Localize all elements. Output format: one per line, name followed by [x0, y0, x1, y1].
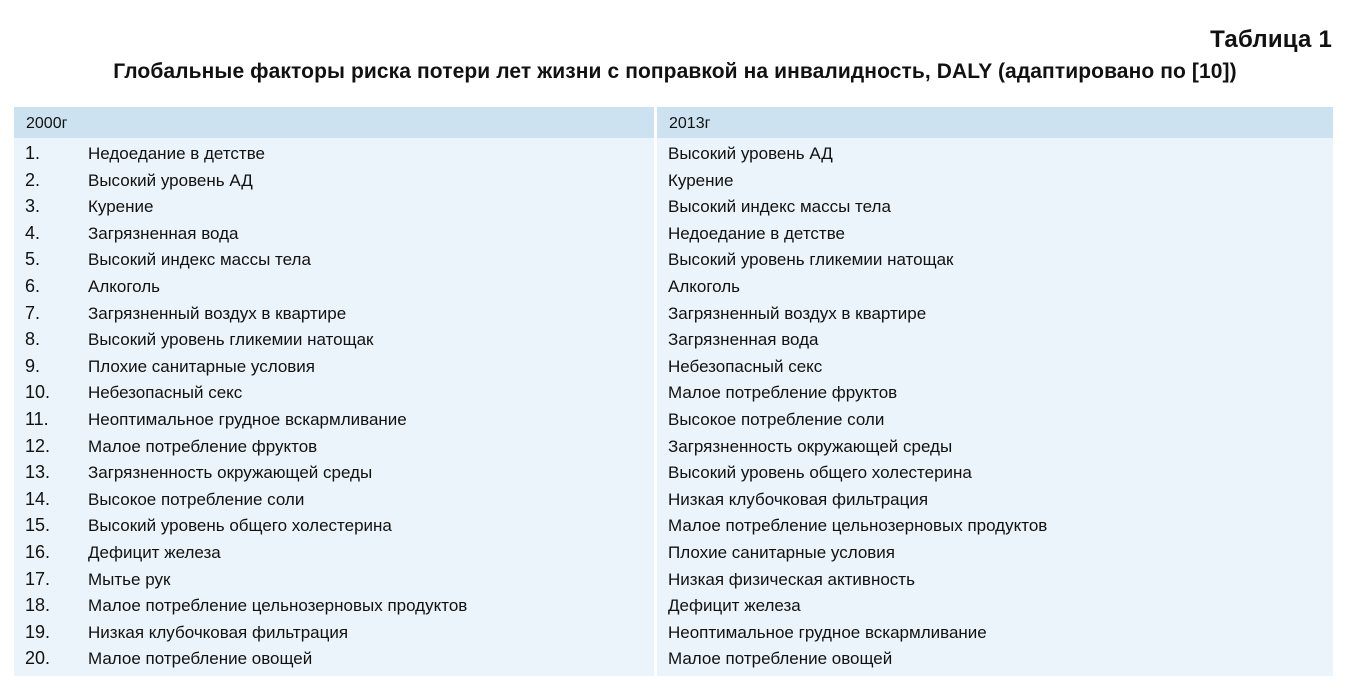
table-row: [14, 595, 1333, 622]
column-header-2000: 2000г: [26, 115, 68, 132]
risk-factor-2013: Загрязненный воздух в квартире: [668, 303, 927, 323]
row-number: 15.: [25, 515, 51, 536]
table-row: [14, 409, 1333, 436]
risk-factor-2000: Высокий индекс массы тела: [88, 250, 311, 270]
table-number-label: Таблица 1: [1210, 26, 1332, 53]
table-row: [14, 223, 1333, 250]
row-number: 17.: [25, 568, 51, 589]
row-number: 18.: [25, 595, 51, 616]
row-number: 20.: [25, 648, 51, 669]
risk-factor-2013: Малое потребление фруктов: [668, 383, 898, 403]
risk-factor-2013: Загрязненная вода: [668, 330, 819, 350]
risk-factor-2000: Неоптимальное грудное вскармливание: [88, 409, 407, 429]
risk-factor-2000: Загрязненный воздух в квартире: [88, 303, 347, 323]
table-title: Глобальные факторы риска потери лет жизни с поправкой на инвалидность, DALY (адаптировано по [10]): [113, 60, 1237, 83]
row-number: 7.: [25, 302, 41, 323]
risk-factor-2000: Высокий уровень общего холестерина: [88, 516, 392, 536]
risk-factor-2013: Загрязненность окружающей среды: [668, 436, 953, 456]
risk-factor-2013: Низкая физическая активность: [668, 569, 915, 589]
risk-factor-2000: Загрязненная вода: [88, 223, 239, 243]
table-row: [14, 462, 1333, 489]
table-row: [14, 515, 1333, 542]
risk-factor-2013: Малое потребление овощей: [668, 649, 893, 669]
row-number: 10.: [25, 382, 51, 403]
row-number: 2.: [25, 169, 41, 190]
column-header-2013: 2013г: [669, 115, 711, 132]
row-number: 6.: [25, 275, 41, 296]
risk-factor-2013: Высокий уровень АД: [668, 144, 833, 163]
risk-factor-2013: Высокий уровень общего холестерина: [668, 463, 972, 483]
table-row: [14, 356, 1333, 383]
row-number: 14.: [25, 488, 51, 509]
risk-factor-2000: Курение: [88, 197, 154, 217]
risk-factor-2000: Алкоголь: [88, 276, 161, 296]
table-row: [14, 276, 1333, 303]
risk-factor-2000: Высокий уровень АД: [88, 170, 253, 190]
risk-factor-2013: Малое потребление цельнозерновых продуктов: [668, 516, 1048, 536]
row-number: 12.: [25, 435, 51, 456]
risk-factor-2013: Небезопасный секс: [668, 356, 823, 376]
row-number: 4.: [25, 222, 41, 243]
risk-factor-2000: Мытье рук: [88, 569, 171, 589]
risk-factor-2013: Алкоголь: [668, 276, 741, 296]
table-row: [14, 569, 1333, 596]
risk-factor-2013: Высокий уровень гликемии натощак: [668, 250, 954, 270]
row-number: 19.: [25, 621, 51, 642]
table-row: [14, 249, 1333, 276]
row-number: 9.: [25, 355, 41, 376]
table-row: [14, 303, 1333, 330]
risk-factor-2000: Малое потребление фруктов: [88, 436, 318, 456]
risk-factor-2013: Недоедание в детстве: [668, 223, 845, 243]
risk-factor-2000: Загрязненность окружающей среды: [88, 463, 373, 483]
row-number: 13.: [25, 462, 51, 483]
risk-factor-2000: Малое потребление цельнозерновых продуктов: [88, 596, 468, 616]
risk-factor-2013: Низкая клубочковая фильтрация: [668, 489, 929, 509]
table-row: [14, 436, 1333, 463]
table-row: [14, 382, 1333, 409]
table-row: [14, 196, 1333, 223]
risk-factor-2013: Дефицит железа: [668, 596, 801, 616]
risk-factor-2000: Высокое потребление соли: [88, 489, 305, 509]
table-row: [14, 489, 1333, 516]
risk-factor-2000: Низкая клубочковая фильтрация: [88, 622, 349, 642]
table-body: [14, 143, 1333, 675]
risk-factor-2000: Дефицит железа: [88, 542, 221, 562]
risk-factors-table: [14, 107, 1333, 676]
risk-factor-2000: Плохие санитарные условия: [88, 356, 316, 376]
table-row: [14, 542, 1333, 569]
table-row: [14, 648, 1333, 675]
row-number: 8.: [25, 329, 41, 350]
risk-factor-2013: Курение: [668, 170, 734, 190]
risk-factor-2013: Высокий индекс массы тела: [668, 197, 891, 217]
risk-factor-2013: Неоптимальное грудное вскармливание: [668, 622, 987, 642]
row-number: 16.: [25, 541, 51, 562]
row-number: 1.: [25, 143, 41, 163]
row-number: 11.: [25, 408, 49, 429]
risk-factor-2000: Малое потребление овощей: [88, 649, 313, 669]
table-row: [14, 622, 1333, 649]
table-header-row: [14, 107, 1333, 138]
risk-factor-2000: Высокий уровень гликемии натощак: [88, 330, 374, 350]
row-number: 3.: [25, 196, 41, 217]
risk-factor-2000: Недоедание в детстве: [88, 144, 265, 163]
row-number: 5.: [25, 249, 41, 270]
risk-factor-2013: Высокое потребление соли: [668, 409, 885, 429]
table-row: [14, 143, 1333, 170]
table-row: [14, 329, 1333, 356]
table-row: [14, 170, 1333, 197]
risk-factor-2013: Плохие санитарные условия: [668, 542, 896, 562]
risk-factor-2000: Небезопасный секс: [88, 383, 243, 403]
